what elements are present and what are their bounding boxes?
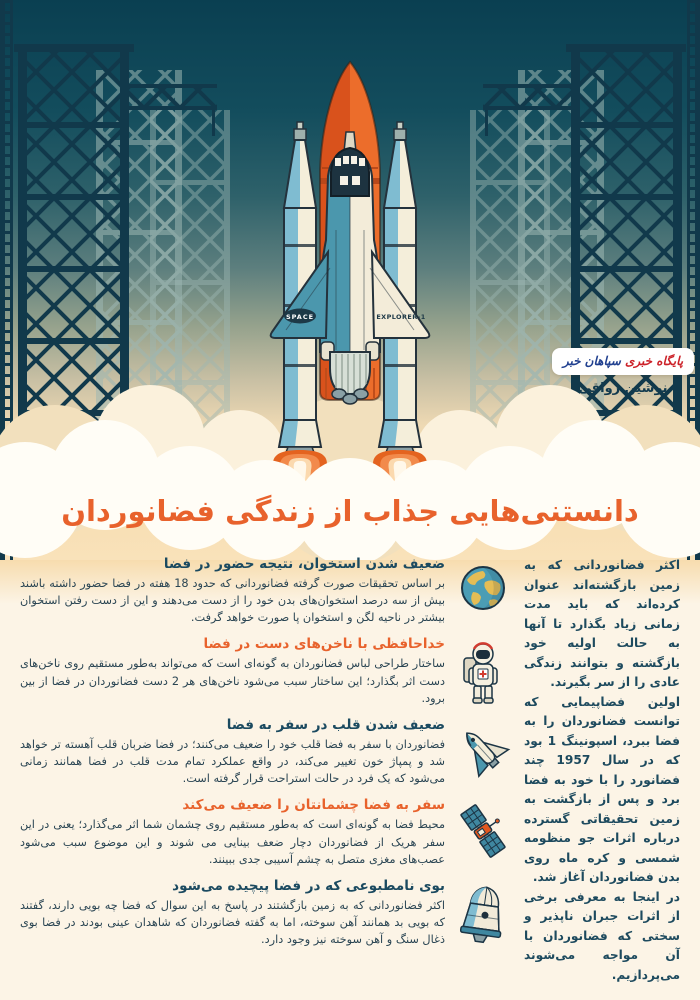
section-nails (20, 636, 512, 706)
content-area (20, 556, 680, 992)
agency-name-part2: سپاهان خبر (562, 354, 621, 368)
section-heart (20, 717, 512, 787)
section-heading: خداحافظی با ناخن‌های دست در فضا (203, 636, 445, 653)
sidebar-column (524, 556, 680, 992)
right-wing-label: EXPLORER-1 (376, 313, 426, 321)
agency-name-card (552, 348, 694, 375)
facts-list (20, 556, 512, 992)
astronaut-icon (454, 642, 512, 706)
capsule-icon (454, 884, 512, 946)
section-body: فضانوردان با سفر به فضا قلب خود را ضعیف می‌کنند؛ در فضا ضربان قلب آهسته تر خواهد شد و پمپاژ خون تغییر می‌کند، در واقع عملکرد تمام مدت قلب در فضا همانند زمانی می‌شود که یک فرد در حالت استراحت قرار گرفته است. (20, 737, 445, 786)
section-heading: ضعیف شدن قلب در سفر به فضا (226, 716, 445, 733)
agency-name-part1: پایگاه خبری (625, 354, 684, 368)
section-smell (20, 878, 512, 948)
sidebar-paragraph: در اینجا به معرفی برخی از اثرات جبران ناپذیر و سختی که فضانوردان با آن مواجه می‌شوند می‌پردازیم. (524, 889, 680, 982)
author-name: نوشین رواقی (578, 381, 668, 397)
left-wing-label: SPACE (285, 313, 315, 321)
section-heading: بوی نامطبوعی که در فضا پیچیده می‌شود (172, 877, 445, 894)
page-title: دانستنی‌هایی جذاب از زندگی فضانوردان (61, 494, 639, 528)
section-heading: سفر به فضا چشمانتان را ضعیف می‌کند (182, 797, 445, 814)
section-body: ساختار طراحی لباس فضانوردان به گونه‌ای است که می‌تواند به‌طور مستقیم روی ناخن‌های دست اثر بگذارد؛ این ساختار سبب می‌شود ناخن‌های هر 2 دست فضانوردان در فضا از بین برود. (20, 657, 445, 705)
satellite-icon (454, 803, 512, 859)
sidebar-paragraph: اکثر فضانوردانی که به زمین بازگشته‌اند عنوان کرده‌اند که باید مدت زمانی زیاد بگذارد تا آنها به حالت اولیه خود بازگشته و بتوانند زندگی عادی را از سر بگیرند. (524, 558, 680, 690)
shuttle-icon (454, 723, 512, 779)
section-bones (20, 556, 512, 626)
globe-icon (454, 562, 512, 614)
section-body: بر اساس تحقیقات صورت گرفته فضانوردانی که حدود 18 هفته در فضا حضور داشته باشند بیش از سه درصد استخوان‌های بدن خود را از دست می‌دهند و این از دست رفتن استخوان بیشتر در ناحیه لگن و استخوان پا صورت خواهد گرفت. (20, 577, 445, 625)
section-heading: ضعیف شدن استخوان، نتیجه حضور در فضا (163, 556, 445, 572)
news-agency-badge (552, 348, 694, 396)
section-body: محیط فضا به گونه‌ای است که به‌طور مستقیم روی چشمان شما اثر می‌گذارد؛ یعنی در این سفر هریک از فضانوردان دچار ضعف بینایی می شوند و این موضوع سبب می‌شود عصب‌های مغزی متصل به چشم آسیبی جدی ببینند. (20, 818, 445, 866)
section-eyes (20, 797, 512, 867)
sidebar-paragraph: اولین فضاپیمایی که توانست فضانوردان را به فضا ببرد، اسپونینگ 1 بود که در سال 1957 چند فضانورد را با خود به فضا برد و پس از بازگشت به زمین تحقیقاتی گسترده درباره اثرات جو منظومه شمسی و کره ماه روی بدن فضانوردان آغاز شد. (524, 694, 680, 885)
section-body: اکثر فضانوردانی که به زمین بازگشتند در پاسخ به این سوال که فضا چه بویی دارند، گفتند که بویی بد همانند آهن سوخته، اما به گفته فضانوردان که شاهدان عینی بودند در فضا بوی ذغال سنگ و آهن سوخته نیز وجود دارد. (20, 898, 445, 947)
